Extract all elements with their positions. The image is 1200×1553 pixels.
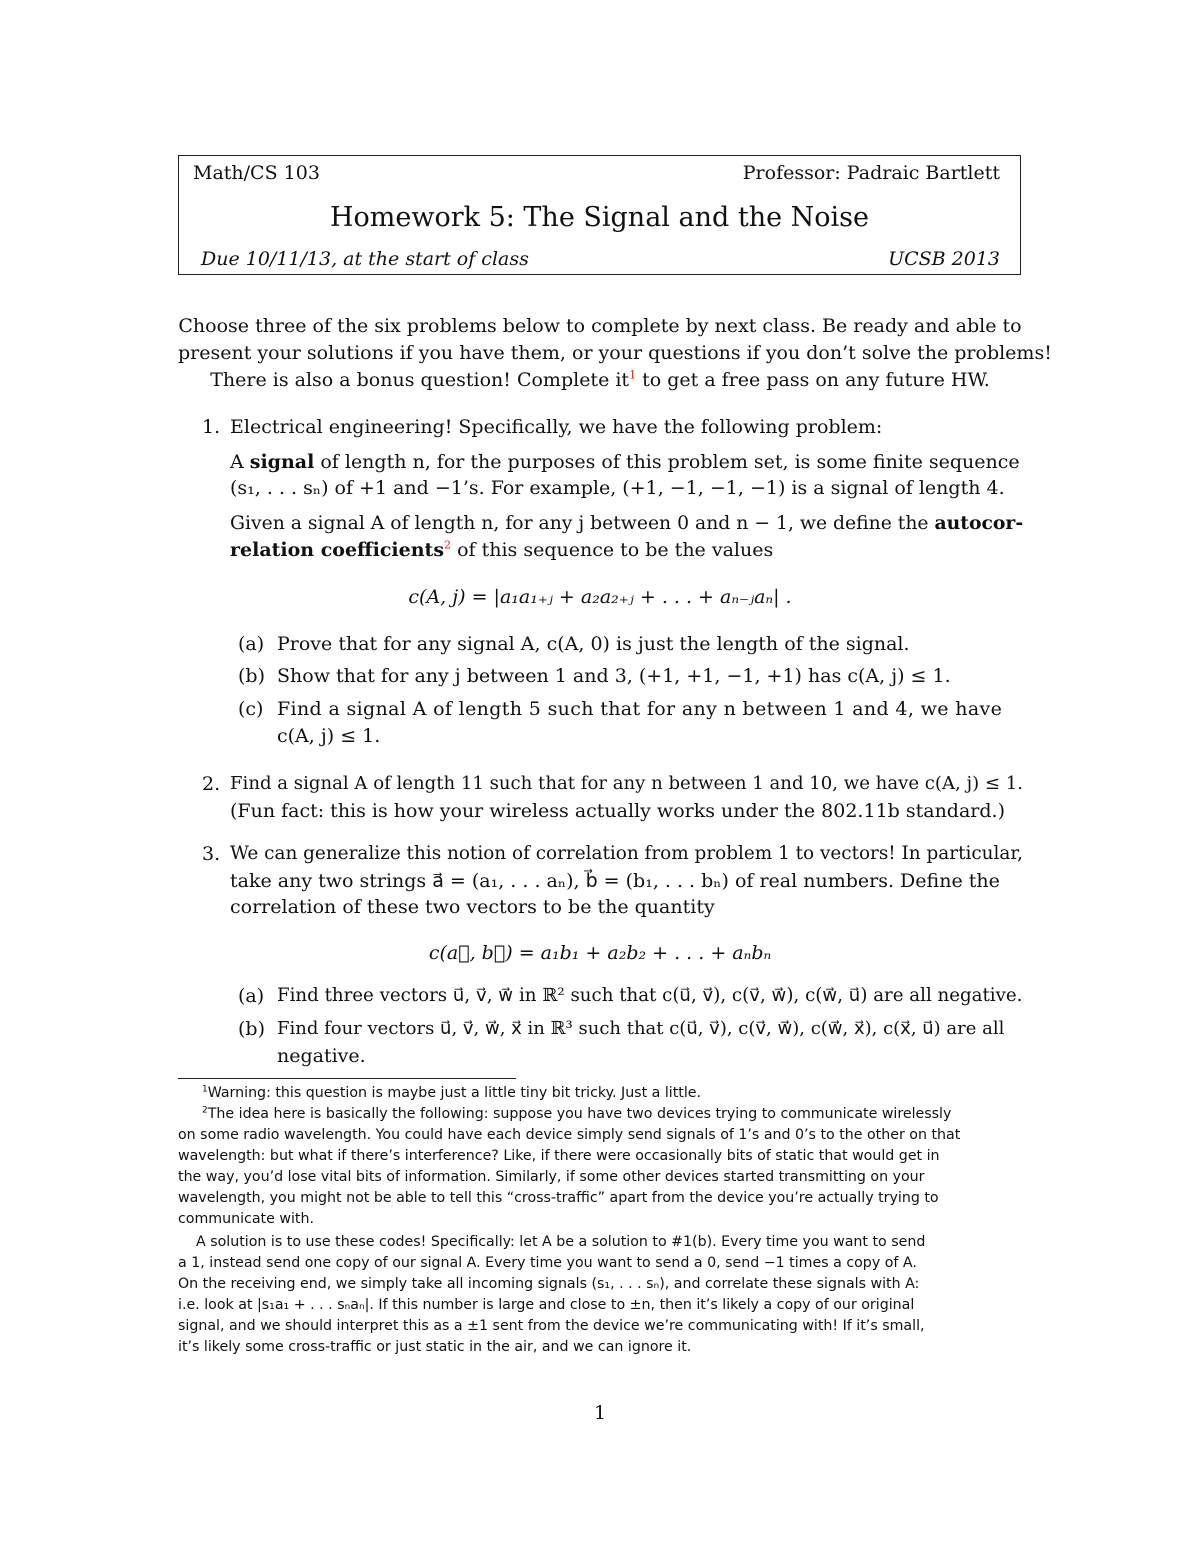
problem-1-autocorr-def: Given a signal A of length n, for any j between 0 and n − 1, we define the autocor- bbox=[230, 512, 1024, 534]
problem-1b-text: Show that for any j between 1 and 3, (+1, +1, −1, +1) has c(A, j) ≤ 1. bbox=[277, 665, 951, 687]
intro-line-1: Choose three of the six problems below to complete by next class. Be ready and able to bbox=[178, 315, 1022, 337]
problem-3a-text: Find three vectors u⃗, v⃗, w⃗ in ℝ² such that c(u⃗, v⃗), c(v⃗, w⃗), c(w⃗, u⃗) are all negative. bbox=[277, 985, 1023, 1006]
correlation-formula: c(a⃗, b⃗) = a₁b₁ + a₂b₂ + . . . + aₙbₙ bbox=[428, 942, 772, 964]
footnote-2-link[interactable]: 2 bbox=[444, 538, 452, 552]
problem-3b-text: Find four vectors u⃗, v⃗, w⃗, x⃗ in ℝ³ such that c(u⃗, v⃗), c(v⃗, w⃗), c(w⃗, x⃗), c(x⃗, u⃗) are all bbox=[277, 1018, 1005, 1039]
footnote-2-line-1: $^2$The idea here is basically the following: suppose you have two devices trying to communicate wirelessly bbox=[202, 1105, 952, 1122]
problem-1a-text: Prove that for any signal A, c(A, 0) is just the length of the signal. bbox=[277, 633, 910, 655]
part-b-label: (b) bbox=[238, 665, 265, 687]
problem-1-lead: Electrical engineering! Specifically, we have the following problem: bbox=[230, 416, 883, 438]
due-date: Due 10/11/13, at the start of class bbox=[201, 248, 529, 270]
footnote-rule bbox=[178, 1078, 516, 1079]
intro-line-3: There is also a bonus question! Complete $it^1$ to get a free pass on any future HW. bbox=[210, 368, 990, 391]
problem-1c-text: Find a signal A of length 5 such that for any n between 1 and 4, we have bbox=[277, 698, 1003, 720]
problem-3-number: 3. bbox=[202, 843, 221, 865]
footnote-2-line-5: wavelength, you might not be able to tell this “cross-traffic” apart from the device you’re actually trying to bbox=[178, 1190, 939, 1206]
term-signal: signal bbox=[249, 451, 315, 473]
problem-1-signal-def: A signal of length n, for the purposes of this problem set, is some finite sequence bbox=[230, 451, 1020, 473]
footnote-2-line-6: communicate with. bbox=[178, 1211, 314, 1227]
page-title: Homework 5: The Signal and the Noise bbox=[329, 202, 870, 233]
footnote-2-line-3: wavelength: but what if there’s interference? Like, if there were occasionally bits of static that would get in bbox=[178, 1148, 940, 1164]
problem-3-line-3: correlation of these two vectors to be the quantity bbox=[230, 896, 715, 918]
footnote-2-para2-line-5: signal, and we should interpret this as a ±1 sent from the device we’re communicating with! If it’s small, bbox=[178, 1318, 925, 1334]
problem-2-fun-fact: (Fun fact: this is how your wireless actually works under the 802.11b standard.) bbox=[230, 800, 1005, 822]
footnote-2-line-4: the way, you’d lose vital bits of information. Similarly, if some other devices started transmitting on your bbox=[178, 1169, 925, 1185]
footnote-2-para2-line-1: A solution is to use these codes! Specifically: let A be a solution to #1(b). Every time you want to send bbox=[196, 1234, 926, 1250]
problem-3-line-2: take any two strings a⃗ = (a₁, . . . aₙ), b⃗ = (b₁, . . . bₙ) of real numbers. Define the bbox=[230, 870, 1000, 892]
problem-1-autocorr-def-2: relation coefficients$^2$ of this sequence to be the values bbox=[230, 538, 774, 561]
footnote-2-para2-line-2: a 1, instead send one copy of our signal A. Every time you want to send a 0, send −1 times a copy of A. bbox=[178, 1255, 917, 1271]
problem-2-number: 2. bbox=[202, 773, 221, 795]
school-term: UCSB 2013 bbox=[888, 248, 1000, 270]
page-number: 1 bbox=[593, 1402, 607, 1424]
intro-line-2: present your solutions if you have them, or your questions if you don’t solve the problems! bbox=[178, 342, 1052, 364]
autocorrelation-formula: c(A, j) = |a₁a₁₊ⱼ + a₂a₂₊ⱼ + . . . + aₙ₋ⱼaₙ| . bbox=[408, 586, 792, 608]
header-box bbox=[178, 155, 1021, 275]
problem-3b-text-2: negative. bbox=[277, 1045, 366, 1067]
professor-name: Professor: Padraic Bartlett bbox=[742, 162, 1000, 184]
footnote-1: $^1$Warning: this question is maybe just a little tiny bit tricky. Just a little. bbox=[202, 1084, 702, 1101]
course-name: Math/CS 103 bbox=[193, 162, 320, 184]
part-a-label: (a) bbox=[238, 985, 265, 1007]
footnote-2-para2-line-3: On the receiving end, we simply take all incoming signals (s₁, . . . sₙ), and correlate these signals with A: bbox=[178, 1276, 920, 1292]
part-b-label: (b) bbox=[238, 1018, 265, 1040]
problem-1-signal-example: (s₁, . . . sₙ) of +1 and −1’s. For example, (+1, −1, −1, −1) is a signal of length 4. bbox=[230, 477, 1005, 499]
problem-2-text: Find a signal A of length 11 such that for any n between 1 and 10, we have c(A, j) ≤ 1. bbox=[230, 773, 1024, 794]
part-c-label: (c) bbox=[238, 698, 264, 720]
footnote-1-link[interactable]: 1 bbox=[629, 368, 637, 382]
problem-1-number: 1. bbox=[202, 416, 221, 438]
problem-3-line-1: We can generalize this notion of correlation from problem 1 to vectors! In particular, bbox=[230, 843, 1024, 864]
part-a-label: (a) bbox=[238, 633, 265, 655]
footnote-2-line-2: on some radio wavelength. You could have each device simply send signals of 1’s and 0’s to the other on that bbox=[178, 1127, 961, 1143]
problem-1c-text-2: c(A, j) ≤ 1. bbox=[277, 725, 381, 747]
footnote-2-para2-line-4: i.e. look at |s₁a₁ + . . . sₙaₙ|. If this number is large and close to ±n, then it’s likely a copy of our original bbox=[178, 1297, 915, 1313]
footnote-2-para2-line-6: it’s likely some cross-traffic or just static in the air, and we can ignore it. bbox=[178, 1339, 692, 1355]
